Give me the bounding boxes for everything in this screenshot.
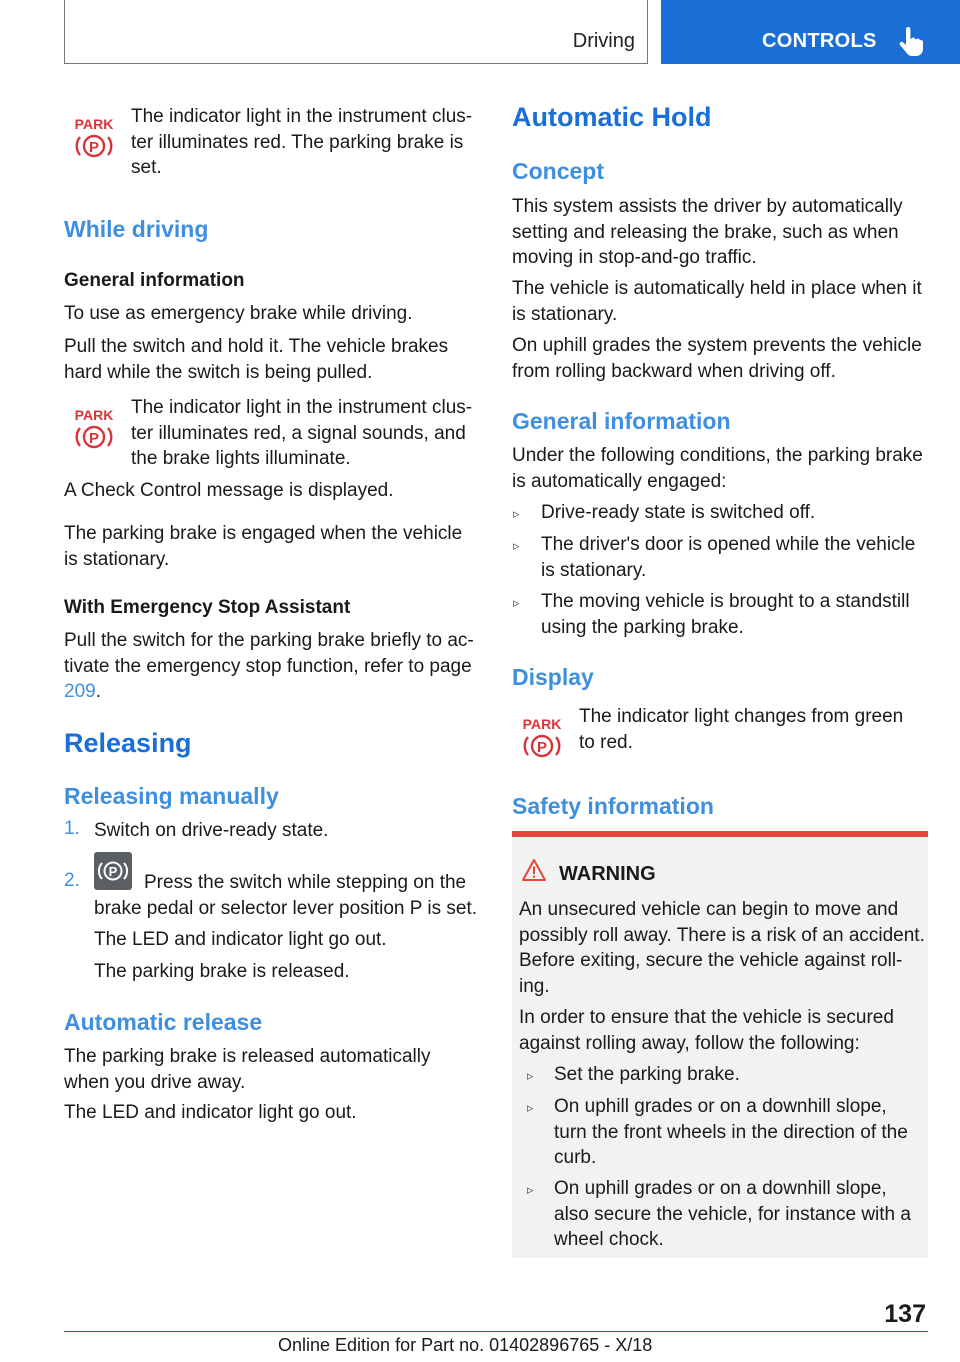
para-emergency: To use as emergency brake while driving. [64, 303, 413, 324]
park-indicator-icon [521, 714, 563, 758]
list-item: The moving vehicle is brought to a standstill using the parking brake. [541, 591, 910, 638]
heading-concept: Concept [512, 158, 604, 184]
park-icon-word: PARK [74, 407, 114, 423]
para-emergency-stop-text: Pull the switch for the parking brake briefly to ac-tivate the emergency stop function, refer to page [64, 630, 474, 677]
step-sub-released: The parking brake is released. [94, 961, 350, 982]
switch-icon-letter: P [108, 864, 118, 879]
park-icon-letter: P [536, 739, 548, 756]
heading-releasing-manually: Releasing manually [64, 783, 279, 809]
park-icon-letter: P [88, 139, 100, 156]
bullet-marker: ▹ [527, 1182, 534, 1197]
park-text-2: The indicator light in the instrument clus-ter illuminates red, a signal sounds, and the brake lights illuminate. [131, 397, 473, 469]
para-concept-3: On uphill grades the system prevents the vehicle from rolling backward when driving off. [512, 335, 922, 382]
step-number: 2. [64, 870, 80, 891]
warning-label: WARNING [559, 863, 656, 885]
bullet-marker: ▹ [513, 538, 520, 553]
footer-rule [64, 1331, 928, 1332]
park-indicator-icon [73, 114, 115, 158]
warning-list-item: On uphill grades or on a downhill slope, turn the front wheels in the direction of the curb. [554, 1096, 908, 1168]
heading-safety-information: Safety information [512, 793, 714, 819]
heading-while-driving: While driving [64, 216, 209, 242]
park-icon-word: PARK [522, 716, 562, 732]
page-reference-suffix: . [95, 681, 101, 702]
heading-automatic-hold: Automatic Hold [512, 102, 712, 132]
warning-triangle-icon [521, 858, 547, 882]
list-item: The driver's door is opened while the vehicle is stationary. [541, 534, 916, 581]
para-emergency-stop [64, 628, 480, 705]
heading-general-information: General information [64, 270, 245, 291]
heading-emergency-stop: With Emergency Stop Assistant [64, 597, 351, 618]
para-check-control: A Check Control message is displayed. [64, 480, 394, 501]
para-pull-switch: Pull the switch and hold it. The vehicle brakes hard while the switch is being pulled. [64, 336, 449, 383]
warning-para-1: An unsecured vehicle can begin to move and possibly roll away. There is a risk of an accident. Before exiting, secure the vehicle against roll-ing. [519, 899, 925, 997]
para-display: The indicator light changes from green to red. [579, 706, 904, 753]
para-engaged: The parking brake is engaged when the vehicle is stationary. [64, 523, 463, 570]
warning-list-item: Set the parking brake. [554, 1064, 740, 1085]
bullet-marker: ▹ [513, 506, 520, 521]
step-sub-led: The LED and indicator light go out. [94, 929, 387, 950]
header-section-box [64, 0, 648, 64]
para-general-information: Under the following conditions, the parking brake is automatically engaged: [512, 445, 923, 492]
heading-display: Display [512, 664, 594, 690]
header-chapter-box [661, 0, 960, 64]
header-chapter-title: CONTROLS [762, 30, 877, 52]
bullet-marker: ▹ [527, 1068, 534, 1083]
step-text: Switch on drive-ready state. [94, 820, 329, 841]
bullet-marker: ▹ [513, 595, 520, 610]
bullet-marker: ▹ [527, 1100, 534, 1115]
hand-pointer-icon [897, 27, 923, 57]
para-auto-release-1: The parking brake is released automatically when you drive away. [64, 1046, 431, 1093]
page-reference-link[interactable]: 209 [64, 681, 96, 702]
park-icon-letter: P [88, 430, 100, 447]
footer-edition: Online Edition for Part no. 01402896765 - X/18 [278, 1335, 653, 1355]
para-auto-release-2: The LED and indicator light go out. [64, 1102, 357, 1123]
warning-list-item: On uphill grades or on a downhill slope, also secure the vehicle, for instance with a wheel chock. [554, 1178, 911, 1250]
warning-box [512, 831, 928, 1258]
park-text-1: The indicator light in the instrument clus-ter illuminates red. The parking brake is set. [131, 106, 473, 178]
para-concept-1: This system assists the driver by automatically setting and releasing the brake, such as when moving in stop-and-go traffic. [512, 196, 903, 268]
para-concept-2: The vehicle is automatically held in place when it is stationary. [512, 278, 922, 325]
heading-general-information-right: General information [512, 408, 731, 434]
heading-releasing: Releasing [64, 728, 192, 758]
park-indicator-icon [73, 405, 115, 449]
page-number: 137 [884, 1300, 926, 1328]
header-section-title: Driving [572, 30, 635, 52]
step-text: Press the switch while stepping on the brake pedal or selector lever position P is set. [94, 872, 478, 919]
park-icon-word: PARK [74, 116, 114, 132]
list-item: Drive-ready state is switched off. [541, 502, 816, 523]
step-number: 1. [64, 818, 80, 839]
heading-automatic-release: Automatic release [64, 1009, 263, 1035]
warning-para-2: In order to ensure that the vehicle is secured against rolling away, follow the following: [519, 1007, 894, 1054]
